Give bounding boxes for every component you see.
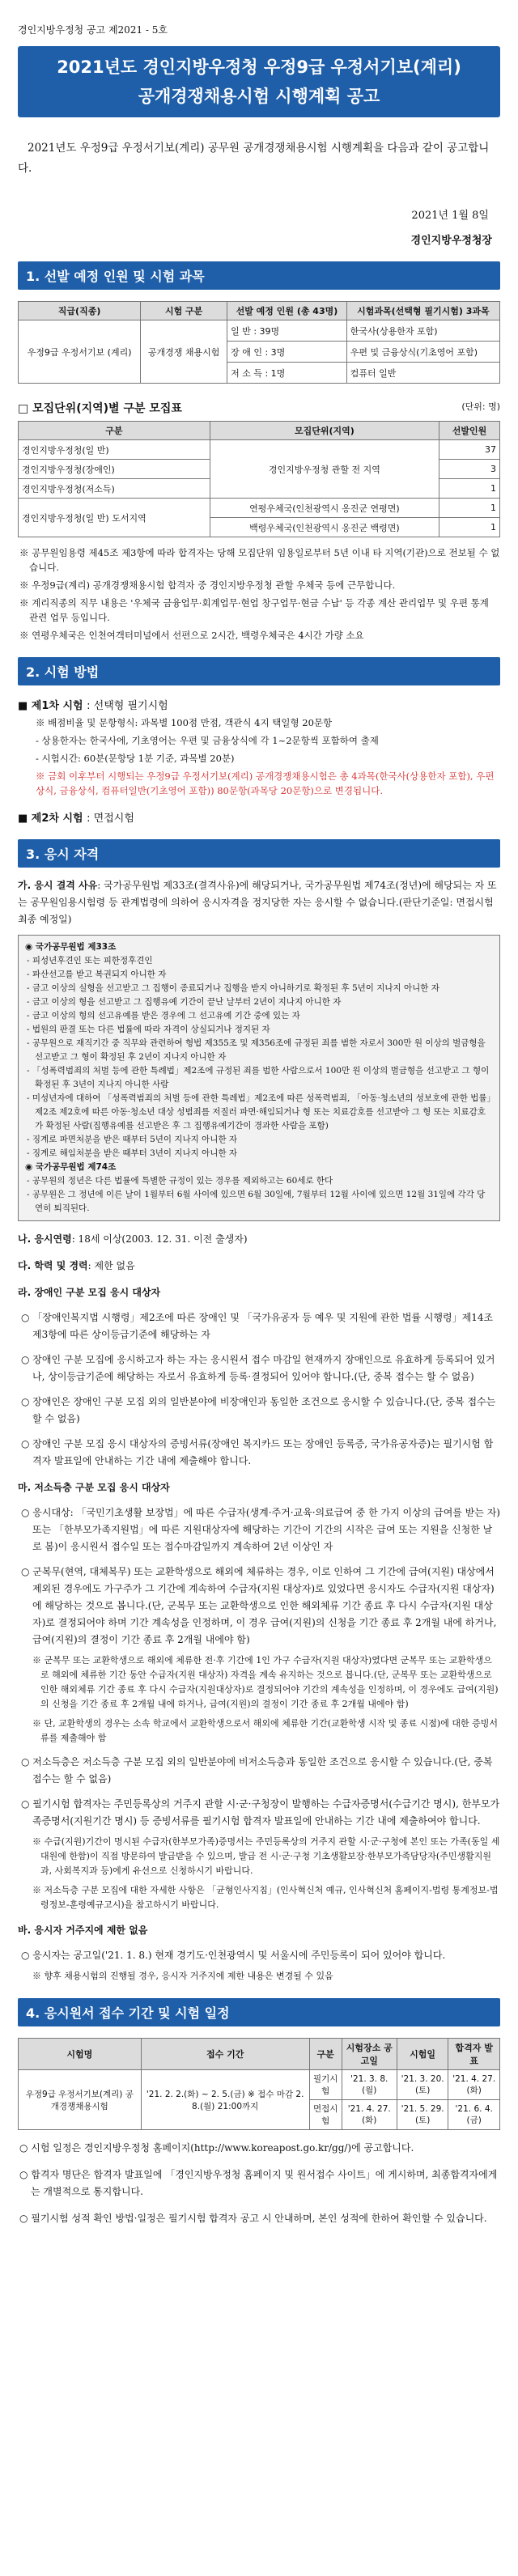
announce-date: 2021년 1월 8일 <box>411 210 489 222</box>
table-header: 시험일 <box>397 2039 448 2070</box>
schedule-note: ○ 합격자 명단은 합격자 발표일에 「경인지방우정청 홈페이지 및 원서접수 사이트」에 게시하며, 최종합격자에게는 개별적으로 통지합니다. <box>19 2169 498 2197</box>
table-header: 접수 기간 <box>141 2039 309 2070</box>
law-item: - 금고 이상의 실형을 선고받고 그 집행이 종료되거나 집행을 받지 아니하기로 확정된 후 5년이 지나지 아니한 자 <box>27 983 439 993</box>
row-label: 경인지방우정청(장애인) <box>19 460 210 479</box>
result-cell: '21. 4. 27.(화) <box>448 2070 500 2100</box>
venue-cell: '21. 3. 8.(월) <box>342 2070 397 2100</box>
result-cell: '21. 6. 4.(금) <box>448 2100 500 2130</box>
law-item: - 금고 이상의 형을 선고받고 그 집행유예 기간이 끝난 날부터 2년이 지나지 아니한 자 <box>27 997 342 1007</box>
exam-note: - 상용한자는 한국사에, 기초영어는 우편 및 금융상식에 각 1~2문항씩 포함하여 출제 <box>36 735 379 746</box>
table-header: 시험명 <box>19 2039 142 2070</box>
low-income-note: ※ 단, 교환학생의 경우는 소속 학교에서 교환학생으로서 해외에 체류한 기간(교환학생 시작 및 종료 시점)에 대한 증빙서류를 제출해야 함 <box>32 1718 498 1743</box>
age-text: : 18세 이상(2003. 12. 31. 이전 출생자) <box>71 1233 248 1245</box>
law-item: - 피성년후견인 또는 피한정후견인 <box>27 956 153 965</box>
schedule-table <box>18 2038 500 2130</box>
table-header: 선발 예정 인원 (총 43명) <box>227 302 347 320</box>
low-income-item: ○ 필기시험 합격자는 주민등록상의 거주지 관할 시·군·구청장이 발행하는 수급자증명서(수급기간 명시), 한부모가족증명서(지원기간 명시) 등 증빙서류를 필기시험 합격자 발표일에 안내하는 기간 내에 제출하여야 합니다. <box>21 1798 500 1827</box>
announcement-page <box>0 23 518 2576</box>
disabled-heading <box>18 1284 500 1301</box>
row-count: 37 <box>439 440 500 460</box>
note: ※ 우정9급(계리) 공개경쟁채용시험 합격자 중 경인지방우정청 관할 우체국 등에 근무합니다. <box>19 579 396 591</box>
law-title: ◉ 국가공무원법 제74조 <box>25 1162 117 1172</box>
note: ※ 공무원임용령 제45조 제3항에 따라 합격자는 당해 모집단위 임용일로부터 5년 이내 타 지역(기관)으로 전보될 수 없습니다. <box>19 547 500 573</box>
row-count: 1 <box>439 518 500 537</box>
law-item: - 징계로 해임처분을 받은 때부터 3년이 지나지 아니한 자 <box>27 1148 238 1158</box>
row-region: 경인지방우정청 관할 전 지역 <box>210 440 439 499</box>
signer: 경인지방우정청장 <box>410 235 492 247</box>
note: ※ 계리직종의 직무 내용은 '우체국 금융업무·회계업무·현업 창구업무·현금 수납' 등 각종 계산 관리업무 및 우편 통계 관련 업무 등입니다. <box>19 597 489 623</box>
table-header: 직급(직종) <box>19 302 141 320</box>
announcement-number: 경인지방우정청 공고 제2021 - 5호 <box>18 24 168 36</box>
period-cell: '21. 2. 2.(화) ~ 2. 5.(금) ※ 접수 마감 2. 8.(월) 21:00까지 <box>141 2070 309 2130</box>
disabled-item: ○ 장애인은 장애인 구분 모집 외의 일반분야에 비장애인과 동일한 조건으로 응시할 수 있습니다.(단, 중복 접수는 할 수 없음) <box>21 1396 496 1424</box>
rank-cell: 우정9급 우정서기보 (계리) <box>19 320 141 384</box>
row-count: 1 <box>439 499 500 518</box>
quota-table <box>18 301 500 384</box>
table-header: 선발인원 <box>439 422 500 440</box>
schedule-note: ○ 시험 일정은 경인지방우정청 홈페이지(http://www.koreapost.go.kr/gg/)에 공고합니다. <box>19 2142 414 2154</box>
section-2-title: 2. 시험 방법 <box>18 657 500 685</box>
subject-cell: 한국사(상용한자 포함) <box>346 320 499 342</box>
residence-note: ※ 향후 채용시험의 진행될 경우, 응시자 거주지에 제한 내용은 변경될 수 있음 <box>32 1971 333 1981</box>
type-cell: 필기시험 <box>309 2070 342 2100</box>
table-header: 시험장소 공고일 <box>342 2039 397 2070</box>
disabled-item: ○ 「장애인복지법 시행령」제2조에 따른 장애인 및 「국가유공자 등 예우 및 지원에 관한 법률 시행령」제14조 제3항에 따른 상이등급기준에 해당하는 자 <box>21 1312 494 1340</box>
exam-change-note: ※ 금회 이후부터 시행되는 우정9급 우정서기보(계리) 공개경쟁채용시험은 총 4과목(한국사(상용한자 포함), 우편상식, 금융상식, 컴퓨터일반(기초영어 포함)) 80문항(과목당 20문항)으로 변경됩니다. <box>36 770 495 796</box>
education-text: : 제한 없음 <box>87 1260 135 1271</box>
section-4-title: 4. 응시원서 접수 기간 및 시험 일정 <box>18 1998 500 2026</box>
education-title: 다. 학력 및 경력 <box>18 1260 88 1271</box>
low-income-note: ※ 저소득층 구분 모집에 대한 자세한 사항은 「균형인사지침」(인사혁신처 예규, 인사혁신처 홈페이지-법령 통계정보-법령정보-훈령예규고시)을 참고하시기 바랍니다. <box>32 1885 499 1910</box>
exam-name-cell: 우정9급 우정서기보(계리) 공개경쟁채용시험 <box>19 2070 142 2130</box>
region-table-heading <box>18 400 500 416</box>
disqualification-text: : 국가공무원법 제33조(결격사유)에 해당되거나, 국가공무원법 제74조(정년)에 해당되는 자 또는 공무원임용시험령 등 관계법령에 의하여 응시자격을 정지당한 자는 응시할 수 없습니다.(판단기준일: 면접시험 최종 예정일) <box>18 880 497 925</box>
row-label: 경인지방우정청(저소득) <box>19 479 210 499</box>
type-cell: 면접시험 <box>309 2100 342 2130</box>
disabled-item: ○ 장애인 구분 모집 응시 대상자의 증빙서류(장애인 복지카드 또는 장애인 등록증, 국가유공자증)는 필기시험 합격자 발표일에 안내하는 기간 내에 제출해야 합니다. <box>21 1438 494 1466</box>
low-income-item: ○ 응시대상: 「국민기초생활 보장법」에 따른 수급자(생계·주거·교육·의료급여 중 한 가지 이상의 급여를 받는 자) 또는 「한부모가족지원법」에 따른 지원대상자에 해당하는 기간이 기간의 시작은 급여 또는 지원을 신청한 날로 봄)이 응시원서 접수일 또는 접수마감일까지 계속하여 2년 이상인 자 <box>21 1507 500 1552</box>
residence-heading <box>18 1922 500 1939</box>
section-3-title: 3. 응시 자격 <box>18 839 500 868</box>
law-box <box>18 935 500 1221</box>
disqualification <box>18 877 500 928</box>
region-table-title: □ 모집단위(지역)별 구분 모집표 <box>18 402 182 415</box>
subject-cell: 컴퓨터 일반 <box>346 363 499 384</box>
row-label: 경인지방우정청(일 반) 도서지역 <box>19 499 210 537</box>
second-exam-value: : 면접시험 <box>87 813 134 825</box>
low-income-note: ※ 군복무 또는 교환학생으로 해외에 체류한 전·후 기간에 1인 가구 수급자(지원 대상자)였다면 군복무 또는 교환학생으로 해외에 체류한 기간 동안 수급자(지원 대상자) 자격을 계속 유지하는 것으로 봅니다.(단, 군복무 또는 교환학생으로 인한 해외체류 기간 종료 후 다시 수급자(지원대상자)로 결정되어야 기간의 계속성을 인정하며, 이 경우에도 급여(지원)의 신청을 기간 종료 후 2개월 내에 하거나, 급여(지원)의 결정이 기간 종료 후 2개월 내에야 함) <box>32 1655 499 1709</box>
age-requirement <box>18 1231 500 1248</box>
table-row <box>19 2070 500 2100</box>
exam-note: ※ 배점비율 및 문항형식: 과목별 100점 만점, 객관식 4지 택일형 20문항 <box>36 717 333 728</box>
education-requirement <box>18 1258 500 1275</box>
section-1-title: 1. 선발 예정 인원 및 시험 과목 <box>18 261 500 290</box>
table-header: 구분 <box>309 2039 342 2070</box>
row-region: 연평우체국(인천광역시 옹진군 연평면) <box>210 499 439 518</box>
title-line-1: 2021년도 경인지방우정청 우정9급 우정서기보(계리) <box>57 57 461 77</box>
disabled-title: 라. 장애인 구분 모집 응시 대상자 <box>18 1287 161 1298</box>
age-title: 나. 응시연령 <box>18 1233 72 1245</box>
law-item: - 공무원은 그 정년에 이른 날이 1월부터 6월 사이에 있으면 6월 30일에, 7월부터 12월 사이에 있으면 12월 31일에 각각 당연히 퇴직된다. <box>27 1190 486 1213</box>
first-exam <box>18 697 500 712</box>
table-header: 합격자 발표 <box>448 2039 500 2070</box>
low-income-item: ○ 저소득층은 저소득층 구분 모집 외의 일반분야에 비저소득층과 동일한 조건으로 응시할 수 있습니다.(단, 중복 접수는 할 수 없음) <box>21 1756 493 1785</box>
schedule-note: ○ 필기시험 성적 확인 방법·일정은 필기시험 합격자 공고 시 안내하며, 본인 성적에 한하여 확인할 수 있습니다. <box>19 2213 487 2224</box>
law-item: - 징계로 파면처분을 받은 때부터 5년이 지나지 아니한 자 <box>27 1135 238 1144</box>
exam-type-cell: 공개경쟁 채용시험 <box>141 320 227 384</box>
residence-title: 바. 응시자 거주지에 제한 없음 <box>18 1925 148 1936</box>
quota-cell: 장 애 인 : 3명 <box>227 342 347 363</box>
title-line-2: 공개경쟁채용시험 시행계획 공고 <box>138 87 380 106</box>
row-count: 1 <box>439 479 500 499</box>
note: ※ 연평우체국은 인천여객터미널에서 선편으로 2시간, 백령우체국은 4시간 가량 소요 <box>19 630 364 641</box>
residence-item: ○ 응시자는 공고일('21. 1. 8.) 현재 경기도·인천광역시 및 서울시에 주민등록이 되어 있어야 합니다. <box>21 1950 446 1961</box>
exam-date-cell: '21. 3. 20.(토) <box>397 2070 448 2100</box>
region-table <box>18 421 500 537</box>
law-item: - 금고 이상의 형의 선고유예를 받은 경우에 그 선고유예 기간 중에 있는 자 <box>27 1011 300 1021</box>
law-item: - 공무원으로 재직기간 중 직무와 관련하여 형법 제355조 및 제356조에 규정된 죄를 범한 자로서 300만 원 이상의 벌금형을 선고받고 그 형이 확정된 후 2년이 지나지 아니한 자 <box>27 1038 486 1062</box>
law-item: - 파산선고를 받고 복권되지 아니한 자 <box>27 970 167 979</box>
low-income-title: 마. 저소득층 구분 모집 응시 대상자 <box>18 1482 170 1493</box>
table-header: 모집단위(지역) <box>210 422 439 440</box>
intro-text: 2021년도 우정9급 우정서기보(계리) 공무원 공개경쟁채용시험 시행계획을 다음과 같이 공고합니다. <box>18 142 490 175</box>
disabled-item: ○ 장애인 구분 모집에 응시하고자 하는 자는 응시원서 접수 마감일 현재까지 장애인으로 유효하게 등록되어 있거나, 상이등급기준에 해당하는 자로서 유효하게 등록·결정되어 있어야 합니다.(단, 중복 접수는 할 수 없음) <box>21 1354 495 1382</box>
table-header: 시험과목(선택형 필기시험) 3과목 <box>346 302 499 320</box>
exam-date-cell: '21. 5. 29.(토) <box>397 2100 448 2130</box>
low-income-note: ※ 수급(지원)기간이 명시된 수급자(한부모가족)증명서는 주민등록상의 거주지 관할 시·군·구청에 본인 또는 가족(동일 세대원에 한함)이 직접 방문하여 발급받을 수 있으며, 발급 전 시·군·구청 기초생활보장·한부모가족담당자(주민생활지원과, 사회복지과 등)에게 유선으로 신청하시기 바랍니다. <box>32 1836 500 1876</box>
row-count: 3 <box>439 460 500 479</box>
table-row <box>19 440 500 460</box>
law-item: - 미성년자에 대하여 「성폭력범죄의 처벌 등에 관한 특례법」제2조에 따른 성폭력범죄, 「아동·청소년의 성보호에 관한 법률」제2조 제2호에 따른 아동·청소년 대상 성범죄를 저질러 파면·해임되거나 형 또는 치료감호를 선고받아 그 형 또는 치료감호가 확정된 사람(집행유예를 선고받은 후 그 집행유예기간이 경과한 사람을 포함) <box>27 1093 491 1131</box>
title-banner <box>18 46 500 117</box>
unit-label: (단위: 명) <box>461 401 500 412</box>
quota-cell: 저 소 득 : 1명 <box>227 363 347 384</box>
venue-cell: '21. 4. 27.(화) <box>342 2100 397 2130</box>
law-title: ◉ 국가공무원법 제33조 <box>25 942 117 952</box>
law-item: - 법원의 판결 또는 다른 법률에 따라 자격이 상실되거나 정지된 자 <box>27 1025 270 1034</box>
row-label: 경인지방우정청(일 반) <box>19 440 210 460</box>
exam-note: - 시험시간: 60분(문항당 1분 기준, 과목별 20분) <box>36 753 235 764</box>
second-exam <box>18 809 500 825</box>
table-header: 시험 구분 <box>141 302 227 320</box>
second-exam-label: ■ 제2차 시험 <box>18 813 83 825</box>
first-exam-value: : 선택형 필기시험 <box>87 700 168 712</box>
table-row <box>19 499 500 518</box>
disqualification-title: 가. 응시 결격 사유 <box>18 880 98 891</box>
table-header: 구분 <box>19 422 210 440</box>
row-region: 백령우체국(인천광역시 옹진군 백령면) <box>210 518 439 537</box>
first-exam-label: ■ 제1차 시험 <box>18 700 83 712</box>
quota-cell: 일 반 : 39명 <box>227 320 347 342</box>
low-income-item: ○ 군복무(현역, 대체복무) 또는 교환학생으로 해외에 체류하는 경우, 이로 인하여 그 기간에 급여(지원) 대상에서 제외된 경우에도 가구주가 그 기간에 계속하여 수급자(지원 대상자)로 있었다면 응시자도 수급자(지원 대상자)에 해당하는 것으로 봅니다.(단, 군복무 또는 교환학생으로 인한 해외체류 기간 종료 후 다시 수급자(지원 대상자)로 결정되어야 하며 기간 계속성을 인정하며, 이 경우 급여(지원)의 신청을 기간 종료 후 2개월 내에 하거나, 급여(지원)의 결정이 기간 종료 후 2개월 내에야 함) <box>21 1566 497 1645</box>
law-item: - 공무원의 정년은 다른 법률에 특별한 규정이 있는 경우를 제외하고는 60세로 한다 <box>27 1176 333 1186</box>
low-income-heading <box>18 1479 500 1496</box>
law-item: - 「성폭력범죄의 처벌 등에 관한 특례법」제2조에 규정된 죄를 범한 사람으로서 100만 원 이상의 벌금형을 선고받고 그 형이 확정된 후 3년이 지나지 아니한 사람 <box>27 1066 490 1089</box>
subject-cell: 우편 및 금융상식(기초영어 포함) <box>346 342 499 363</box>
